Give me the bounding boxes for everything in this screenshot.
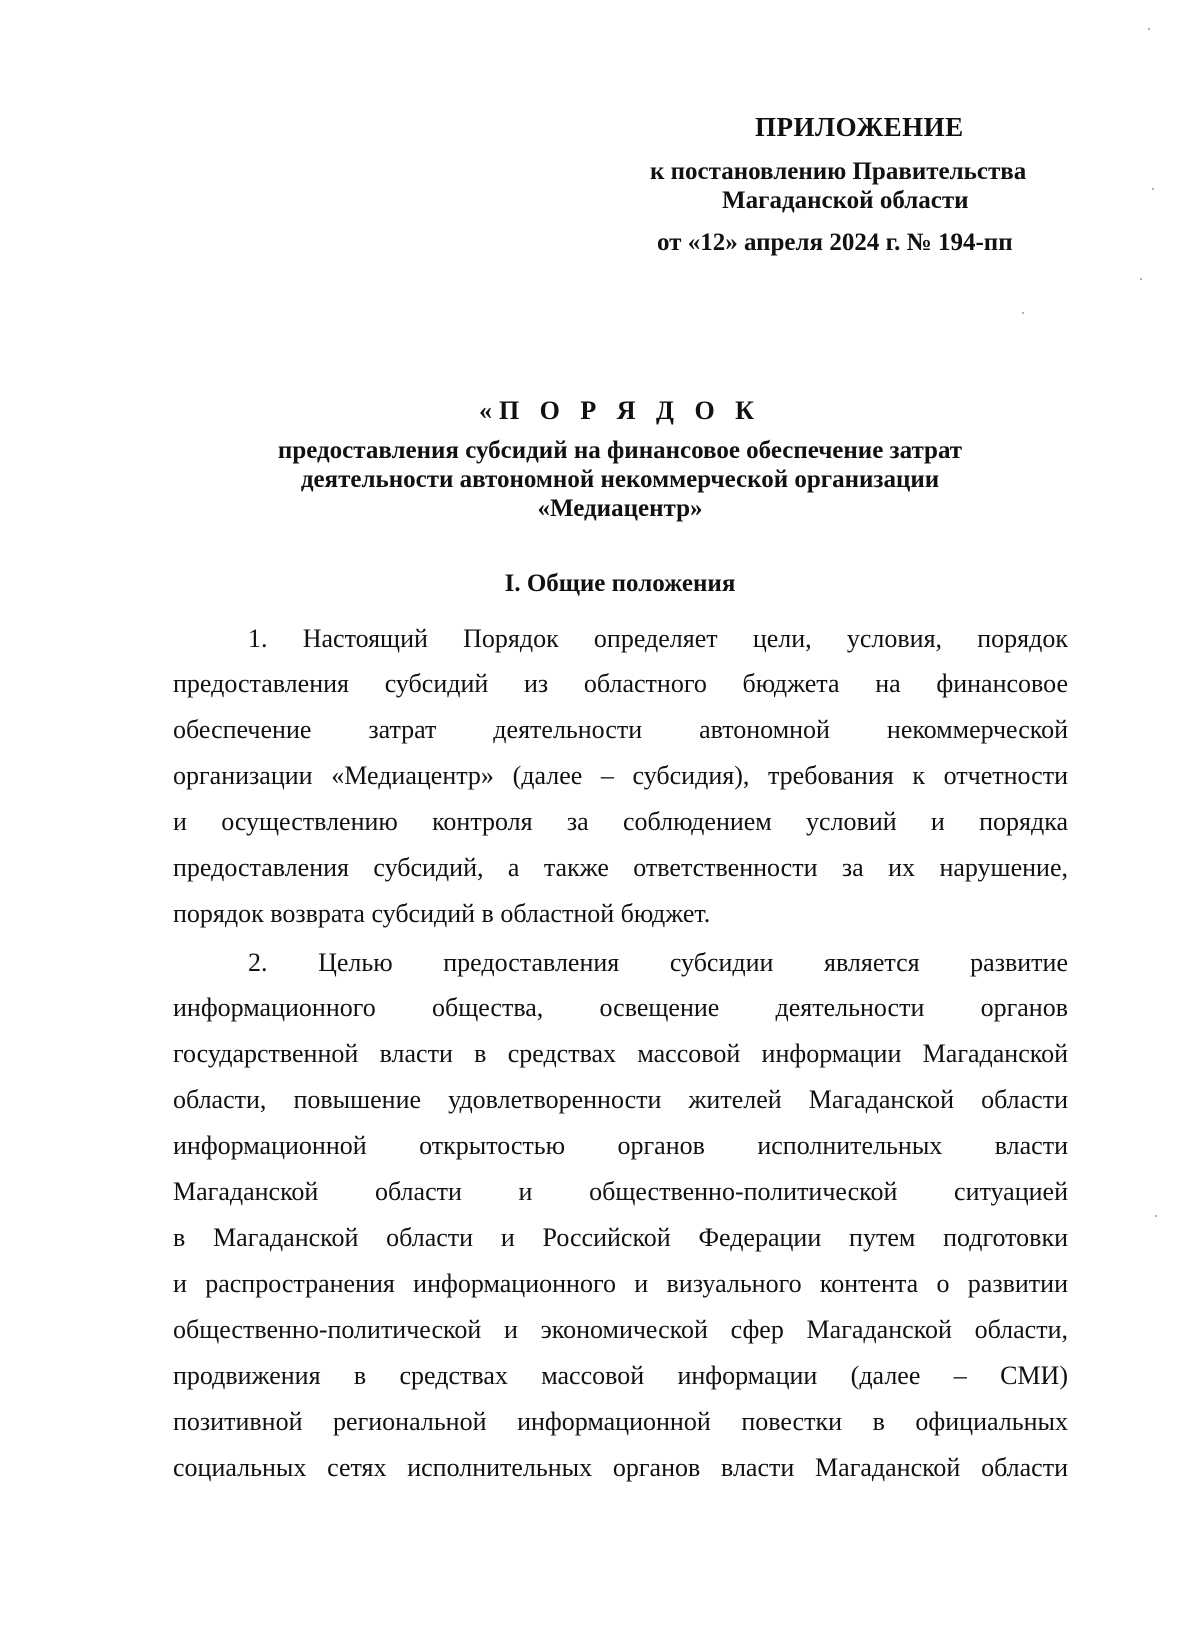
paragraph-line: предоставления субсидий, а также ответственности за их нарушение, [173, 853, 1068, 882]
paragraph-line: предоставления субсидий из областного бюджета на финансовое [173, 669, 1068, 698]
document-subtitle-line: предоставления субсидий на финансовое обеспечение затрат [277, 437, 963, 464]
appendix-region-line: Магаданской области [722, 187, 969, 214]
scan-speck [1022, 312, 1024, 314]
document-title: «П О Р Я Д О К [478, 396, 762, 425]
paragraph-line: 1. Настоящий Порядок определяет цели, условия, порядок [248, 624, 1068, 653]
paragraph-line: порядок возврата субсидий в областной бюджет. [173, 899, 711, 928]
paragraph-line: и распространения информационного и визуального контента о развитии [173, 1269, 1068, 1298]
section-heading: I. Общие положения [504, 570, 736, 597]
appendix-date-number: от «12» апреля 2024 г. № 194-пп [657, 229, 1013, 256]
scan-speck [1140, 278, 1142, 280]
paragraph-line: организации «Медиацентр» (далее – субсидия), требования к отчетности [173, 761, 1068, 790]
appendix-resolution-line: к постановлению Правительства [650, 158, 1027, 185]
paragraph-line: информационной открытостью органов исполнительных власти [173, 1131, 1068, 1160]
scan-speck [1148, 28, 1150, 30]
paragraph-line: государственной власти в средствах массовой информации Магаданской [173, 1039, 1068, 1068]
paragraph-line: обеспечение затрат деятельности автономной некоммерческой [173, 715, 1068, 744]
document-subtitle-line: деятельности автономной некоммерческой организации [300, 466, 940, 493]
scan-speck [1152, 188, 1154, 190]
paragraph-line: в Магаданской области и Российской Федерации путем подготовки [173, 1223, 1068, 1252]
paragraph-line: социальных сетях исполнительных органов власти Магаданской области [173, 1453, 1068, 1482]
paragraph-line: области, повышение удовлетворенности жителей Магаданской области [173, 1085, 1068, 1114]
paragraph-line: и осуществлению контроля за соблюдением условий и порядка [173, 807, 1068, 836]
document-subtitle-line: «Медиацентр» [537, 495, 703, 522]
paragraph-line: общественно-политической и экономической сфер Магаданской области, [173, 1315, 1068, 1344]
paragraph-line: 2. Целью предоставления субсидии является развитие [248, 948, 1068, 977]
paragraph-line: продвижения в средствах массовой информации (далее – СМИ) [173, 1361, 1068, 1390]
paragraph-line: информационного общества, освещение деятельности органов [173, 993, 1068, 1022]
appendix-title: ПРИЛОЖЕНИЕ [755, 112, 964, 142]
paragraph-line: Магаданской области и общественно-политической ситуацией [173, 1177, 1068, 1206]
scan-speck [1155, 1215, 1157, 1217]
paragraph-line: позитивной региональной информационной повестки в официальных [173, 1407, 1068, 1436]
